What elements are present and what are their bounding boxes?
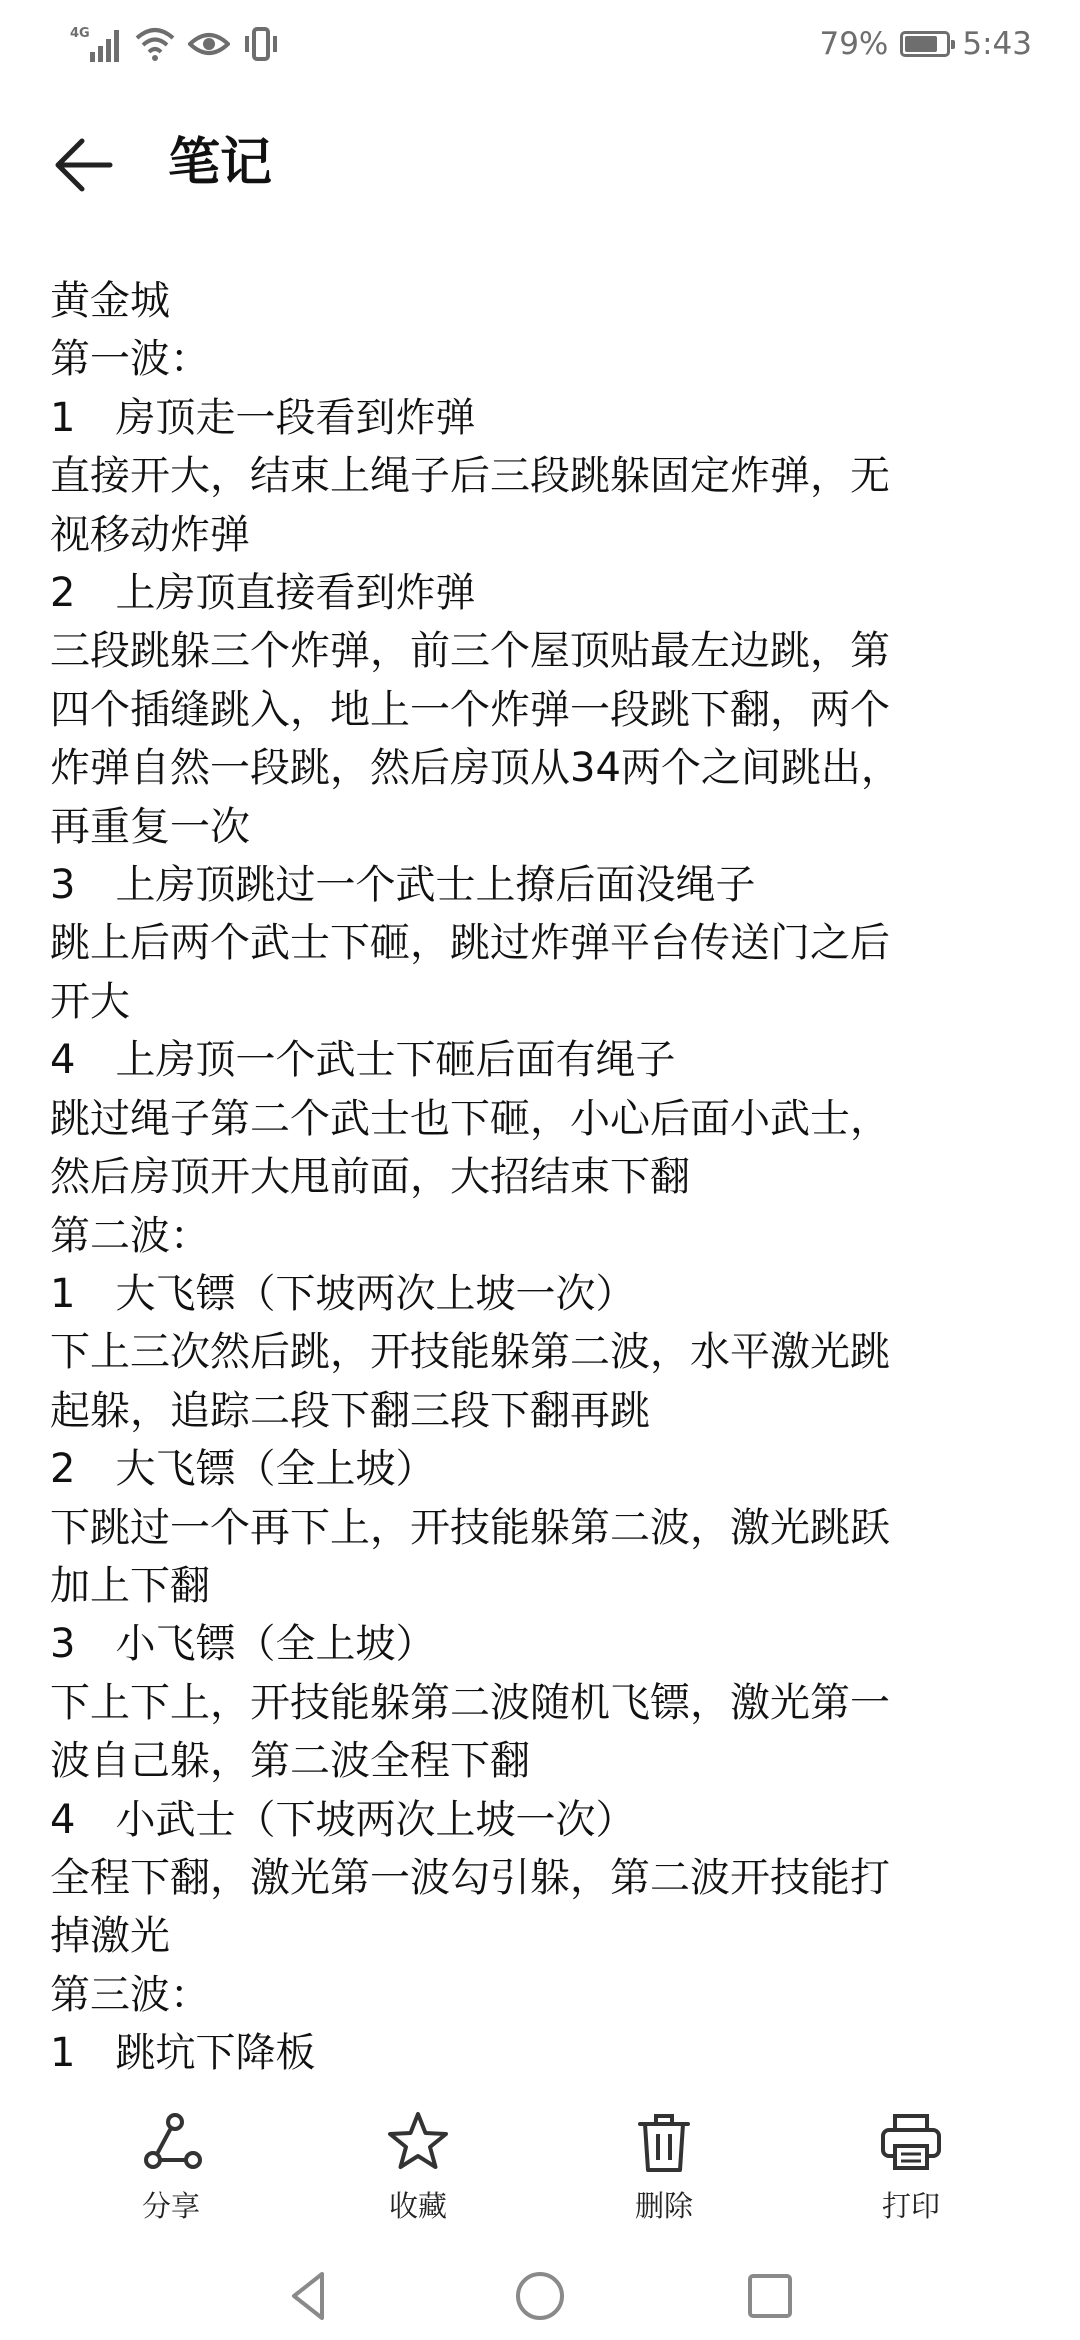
note-line: 跳过绳子第二个武士也下砸，小心后面小武士， <box>50 1095 890 1142</box>
eye-icon <box>188 28 230 60</box>
note-line: 四个插缝跳入，地上一个炸弹一段跳下翻，两个 <box>50 686 890 733</box>
note-line: 第一波： <box>50 336 210 383</box>
note-line: 3 小飞镖（全上坡） <box>50 1621 436 1668</box>
note-line: 第二波： <box>50 1212 210 1259</box>
note-line: 2 上房顶直接看到炸弹 <box>50 570 476 617</box>
note-line: 掉激光 <box>50 1913 170 1960</box>
note-line: 4 上房顶一个武士下砸后面有绳子 <box>50 1037 676 1084</box>
star-icon <box>386 2110 450 2174</box>
note-line: 直接开大，结束上绳子后三段跳躲固定炸弹，无 <box>50 453 890 500</box>
note-line: 再重复一次 <box>50 803 250 850</box>
trash-icon <box>632 2110 696 2174</box>
note-line: 第三波： <box>50 1971 210 2018</box>
note-line: 2 大飞镖（全上坡） <box>50 1446 436 1493</box>
nav-home-icon <box>508 2264 572 2328</box>
status-time: 5:43 <box>962 26 1032 62</box>
note-line: 起躲，追踪二段下翻三段下翻再跳 <box>50 1387 650 1434</box>
delete-button[interactable] <box>589 2110 739 2225</box>
note-line: 然后房顶开大甩前面，大招结束下翻 <box>50 1154 690 1201</box>
nav-recents-button[interactable] <box>738 2264 802 2328</box>
bottom-toolbar <box>0 2090 1080 2250</box>
nav-home-button[interactable] <box>508 2264 572 2328</box>
share-label: 分享 <box>141 2189 200 2223</box>
app-header <box>0 100 1080 230</box>
share-button[interactable] <box>96 2110 246 2225</box>
note-line: 1 房顶走一段看到炸弹 <box>50 394 476 441</box>
note-line: 1 大飞镖（下坡两次上坡一次） <box>50 1270 636 1317</box>
favorite-button[interactable] <box>343 2110 493 2225</box>
delete-label: 删除 <box>634 2189 693 2223</box>
note-line: 开大 <box>50 978 130 1025</box>
note-line: 3 上房顶跳过一个武士上撩后面没绳子 <box>50 862 756 909</box>
printer-icon <box>879 2110 943 2174</box>
note-line: 三段跳躲三个炸弹，前三个屋顶贴最左边跳，第 <box>50 628 890 675</box>
status-icons-left <box>70 20 280 68</box>
note-line: 视移动炸弹 <box>50 511 250 558</box>
nav-recents-icon <box>738 2264 802 2328</box>
network-type-label: 4G <box>70 26 90 41</box>
note-line: 下跳过一个再下上，开技能躲第二波，激光跳跃 <box>50 1504 890 1551</box>
status-bar <box>0 0 1080 90</box>
note-line: 跳上后两个武士下砸，跳过炸弹平台传送门之后 <box>50 920 890 967</box>
note-line: 1 跳坑下降板 <box>50 2030 316 2077</box>
back-button[interactable] <box>44 130 124 200</box>
status-icons-right <box>819 20 1032 68</box>
favorite-label: 收藏 <box>388 2189 447 2223</box>
note-line: 黄金城 <box>50 278 170 324</box>
note-line: 加上下翻 <box>50 1562 210 1609</box>
system-nav-bar <box>0 2250 1080 2340</box>
vibrate-icon <box>242 26 280 62</box>
print-label: 打印 <box>881 2189 940 2223</box>
nav-back-button[interactable] <box>278 2264 342 2328</box>
nav-back-icon <box>278 2264 342 2328</box>
note-line: 下上下上，开技能躲第二波随机飞镖，激光第一 <box>50 1679 890 1726</box>
note-line: 全程下翻，激光第一波勾引躲，第二波开技能打 <box>50 1854 890 1901</box>
signal-icon <box>70 24 122 64</box>
note-line: 炸弹自然一段跳，然后房顶从34两个之间跳出， <box>50 745 901 792</box>
battery-level-fill <box>905 36 937 52</box>
page-title: 笔记 <box>168 133 273 193</box>
note-line: 下上三次然后跳，开技能躲第二波，水平激光跳 <box>50 1329 890 1376</box>
battery-icon <box>900 31 950 57</box>
share-icon <box>139 2110 203 2174</box>
note-body[interactable] <box>50 272 1020 2082</box>
note-line: 波自己躲，第二波全程下翻 <box>50 1738 530 1785</box>
battery-percent: 79% <box>819 26 889 62</box>
print-button[interactable] <box>836 2110 986 2225</box>
note-line: 4 小武士（下坡两次上坡一次） <box>50 1796 636 1843</box>
wifi-icon <box>134 26 176 62</box>
arrow-left-icon <box>52 133 116 197</box>
